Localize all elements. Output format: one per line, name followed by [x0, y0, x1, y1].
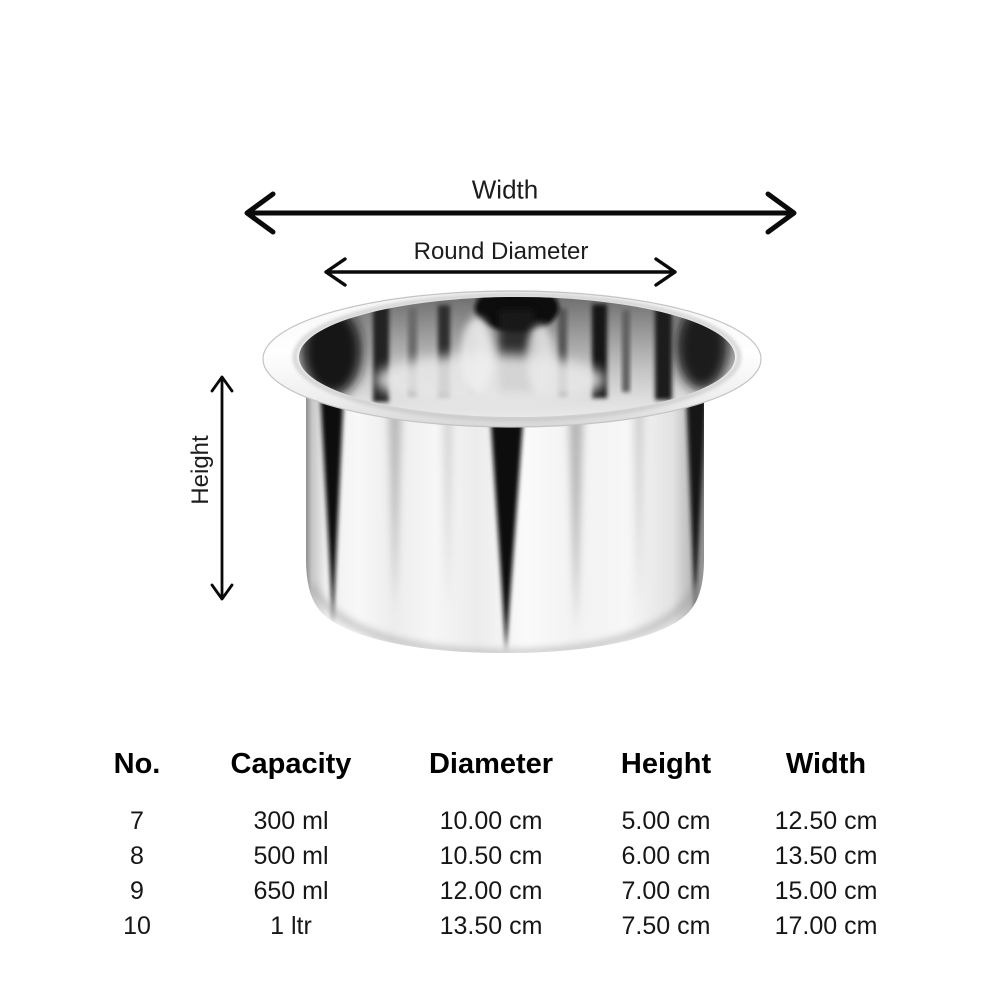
- header-cell-width: Width: [785, 748, 867, 780]
- table-cell: 500 ml: [253, 842, 329, 870]
- table-cell: 12.00 cm: [439, 877, 543, 905]
- size-table: [70, 744, 924, 944]
- table-cell: 6.00 cm: [621, 842, 711, 870]
- table-cell: 10.00 cm: [439, 807, 543, 835]
- header-cell-capacity: Capacity: [230, 748, 352, 780]
- table-cell: 15.00 cm: [774, 877, 878, 905]
- height-label: Height: [187, 435, 214, 505]
- pot-illustration: [240, 280, 780, 680]
- height-arrow-icon: [212, 377, 232, 599]
- table-row: [70, 804, 924, 839]
- header-cell-no: No.: [113, 748, 161, 780]
- table-cell: 7.50 cm: [621, 912, 711, 940]
- table-row: [70, 839, 924, 874]
- table-cell: 5.00 cm: [621, 807, 711, 835]
- round-diameter-label: Round Diameter: [413, 238, 589, 265]
- table-cell: 12.50 cm: [774, 807, 878, 835]
- table-cell: 10: [123, 912, 151, 940]
- table-row: [70, 909, 924, 944]
- table-header-row: [70, 744, 924, 784]
- table-cell: 9: [130, 877, 144, 905]
- table-row: [70, 874, 924, 909]
- header-cell-diameter: Diameter: [428, 748, 554, 780]
- table-cell: 7: [130, 807, 144, 835]
- header-cell-height: Height: [620, 748, 712, 780]
- width-label: Width: [471, 174, 539, 205]
- table-cell: 1 ltr: [270, 912, 312, 940]
- table-cell: 650 ml: [253, 877, 329, 905]
- table-cell: 7.00 cm: [621, 877, 711, 905]
- table-cell: 300 ml: [253, 807, 329, 835]
- table-cell: 13.50 cm: [774, 842, 878, 870]
- table-cell: 8: [130, 842, 144, 870]
- table-cell: 10.50 cm: [439, 842, 543, 870]
- table-cell: 13.50 cm: [439, 912, 543, 940]
- table-cell: 17.00 cm: [774, 912, 878, 940]
